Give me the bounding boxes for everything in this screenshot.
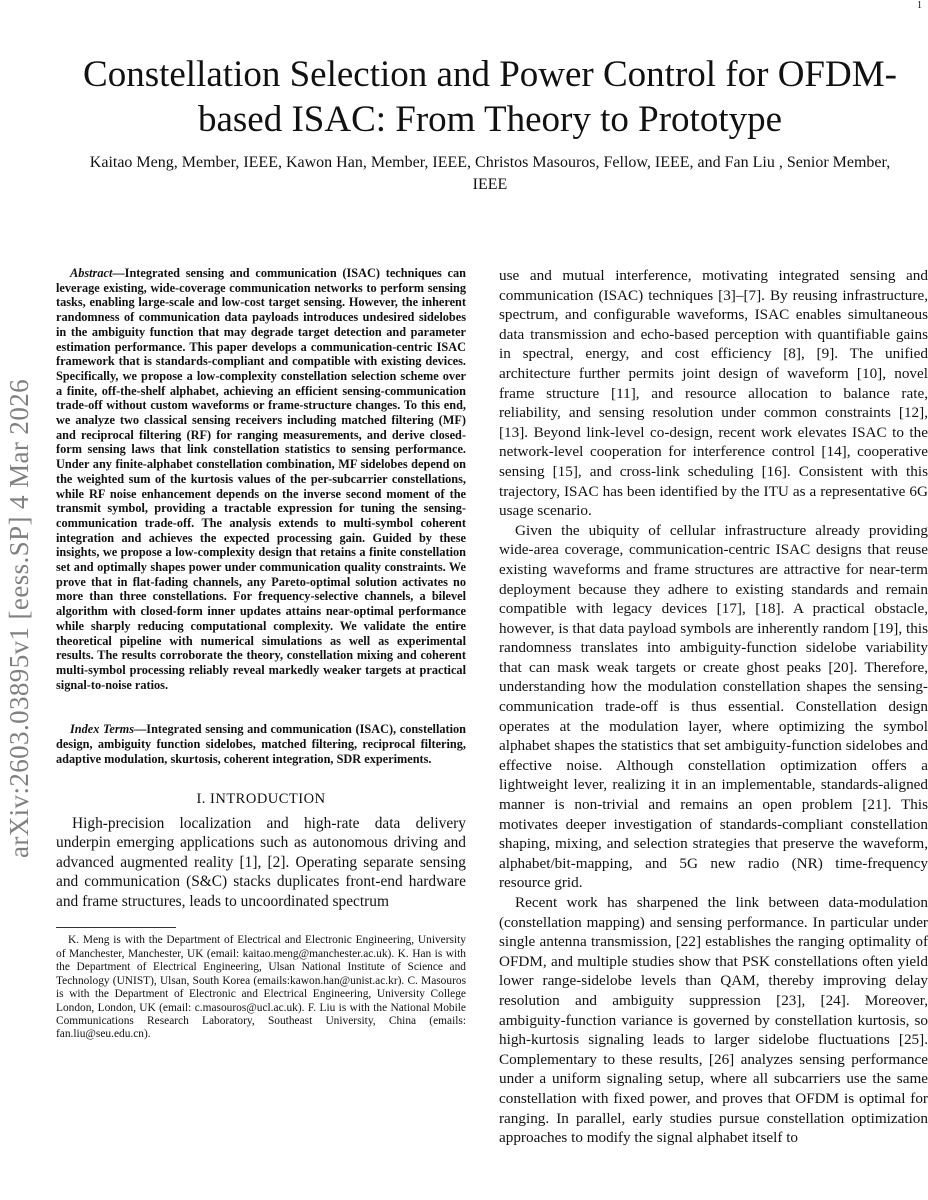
abstract [56,266,466,692]
body-paragraph: Recent work has sharpened the link between data-modulation (constellation mapping) and sensing performance. In particular under single antenna transmission, [22] establishes the ranging optimality of OFDM, and multiple studies show that PSK constellations often yield lower range-sidelobe levels than QAM, thereby improving delay resolution and ambiguity suppression [23], [24]. Moreover, ambiguity-function variance is governed by constellation kurtosis, so high-kurtosis signaling leads to larger sidelobe fluctuations [25]. Complementary to these results, [26] analyzes sensing performance under a uniform signaling setup, where all subcarriers use the same constellation with fixed power, and proves that OFDM is optimal for ranging. In parallel, early studies pursue constellation optimization approaches to modify the signal alphabet itself to [499,894,928,1147]
abstract-text: —Integrated sensing and communication (ISAC) techniques can leverage existing, wide-coverage communication networks to perform sensing tasks, enabling large-scale and low-cost target sensing. However, the inherent randomness of communication data payloads introduces undesired sidelobes in the ambiguity function that may degrade target detection and parameter estimation performance. This paper develops a communication-centric ISAC framework that is standards-compliant and compatible with existing devices. Specifically, we propose a low-complexity constellation selection scheme over a finite, off-the-shelf alphabet, achieving an efficient sensing-communication trade-off without custom waveforms or frame-structure changes. To this end, we analyze two classical sensing receivers including matched filtering (MF) and reciprocal filtering (RF) for ranging measurements, and derive closed-form sensing laws that link constellation statistics to sensing performance. Under any finite-alphabet constellation combination, MF sidelobes depend on the weighted sum of the kurtosis values of the per-subcarrier constellations, while RF noise enhancement depends on the inverse second moment of the transmit symbol, providing a tractable expression for tuning the sensing-communication trade-off. The analysis extends to multi-symbol coherent integration and achieves the expected processing gain. Guided by these insights, we propose a low-complexity design that retains a finite constellation set and optimally shapes power under communication quality constraints. We prove that in flat-fading channels, any Pareto-optimal solution activates no more than three constellations. For frequency-selective channels, a bilevel algorithm with closed-form inner updates attains near-optimal performance while sharply reducing computational complexity. We validate the entire theoretical pipeline with numerical simulations as well as experimental results. The results corroborate the theory, constellation mixing and coherent multi-symbol processing reliably reveal markedly weaker targets at practical signal-to-noise ratios. [56,266,466,692]
right-column [499,266,928,1148]
footnote-divider [56,927,176,928]
section-heading-introduction: I. INTRODUCTION [196,790,326,807]
intro-paragraph: High-precision localization and high-rate data delivery underpin emerging applications such as autonomous driving and advanced augmented reality [1], [2]. Operating separate sensing and communication (S&C) stacks duplicates front-end hardware and frame structures, leads to uncoordinated spectrum [56,814,466,910]
body-paragraph: Given the ubiquity of cellular infrastructure already providing wide-area coverage, communication-centric ISAC designs that reuse existing waveforms and frame structures are attractive for near-term deployment because they adhere to existing standards and remain compatible with legacy devices [17], [18]. A practical obstacle, however, is that data payload symbols are inherently random [19], this randomness translates into ambiguity-function sidelobe variability that can mask weak targets or create ghost peaks [20]. Therefore, understanding how the modulation constellation shapes the sensing-communication trade-off is thus essential. Constellation design operates at the modulation layer, where optimizing the symbol alphabet shapes the statistics that set ambiguity-function sidelobes and effective noise. Although constellation optimization offers a lightweight lever, realizing it in an implementable, standards-aligned manner is non-trivial and remains an open problem [21]. This motivates deeper investigation of standards-compliant constellation shaping, mixing, and selection strategies that preserve the waveform, alphabet/bit-mapping, and 5G new radio (NR) time-frequency resource grid. [499,521,928,892]
index-terms-label: Index Terms [70,722,134,737]
left-column [56,266,466,1042]
index-terms-text: —Integrated sensing and communication (ISAC), constellation design, ambiguity function sidelobes, matched filtering, reciprocal filtering, adaptive modulation, skurtosis, coherent integration, SDR experiments. [56,722,467,766]
author-list: Kaitao Meng, Member, IEEE, Kawon Han, Member, IEEE, Christos Masouros, Fellow, IEEE, and Fan Liu , Senior Member, IEEE [89,154,891,193]
arxiv-stamp [0,318,40,918]
author-affiliation-footnote: K. Meng is with the Department of Electrical and Electronic Engineering, University of Manchester, Manchester, UK (email: kaitao.meng@manchester.ac.uk). K. Han is with the Department of Electrical Engineering, Ulsan National Institute of Science and Technology (UNIST), Ulsan, South Korea (emails:kawon.han@unist.ac.kr). C. Masouros is with the Department of Electronic and Electrical Engineering, University College London, London, UK (email: c.masouros@ucl.ac.uk). F. Liu is with the National Mobile Communications Research Laboratory, Southeast University, China (emails: fan.liu@seu.edu.cn). [56,934,466,1041]
arxiv-identifier[interactable]: arXiv:2603.03895v1 [eess.SP] 4 Mar 2026 [4,378,35,858]
abstract-label: Abstract [70,266,113,280]
index-terms [56,722,466,766]
body-paragraph: use and mutual interference, motivating integrated sensing and communication (ISAC) techniques [3]–[7]. By reusing infrastructure, spectrum, and configurable waveforms, ISAC enables simultaneous data transmission and echo-based perception with quantifiable gains in spectral, energy, and cost efficiency [8], [9]. The unified architecture further permits joint design of waveform [10], novel frame structure [11], and resource allocation to balance rate, reliability, and sensing resolution under common constraints [12], [13]. Beyond link-level co-design, recent work elevates ISAC to the network-level cooperation for interference control [14], cooperative sensing [15], and cross-link scheduling [16]. Consistent with this trajectory, ISAC has been identified by the ITU as a representative 6G usage scenario. [499,267,928,520]
page-number: 1 [917,0,922,11]
paper-title: Constellation Selection and Power Control for OFDM-based ISAC: From Theory to Prototype [83,54,897,140]
